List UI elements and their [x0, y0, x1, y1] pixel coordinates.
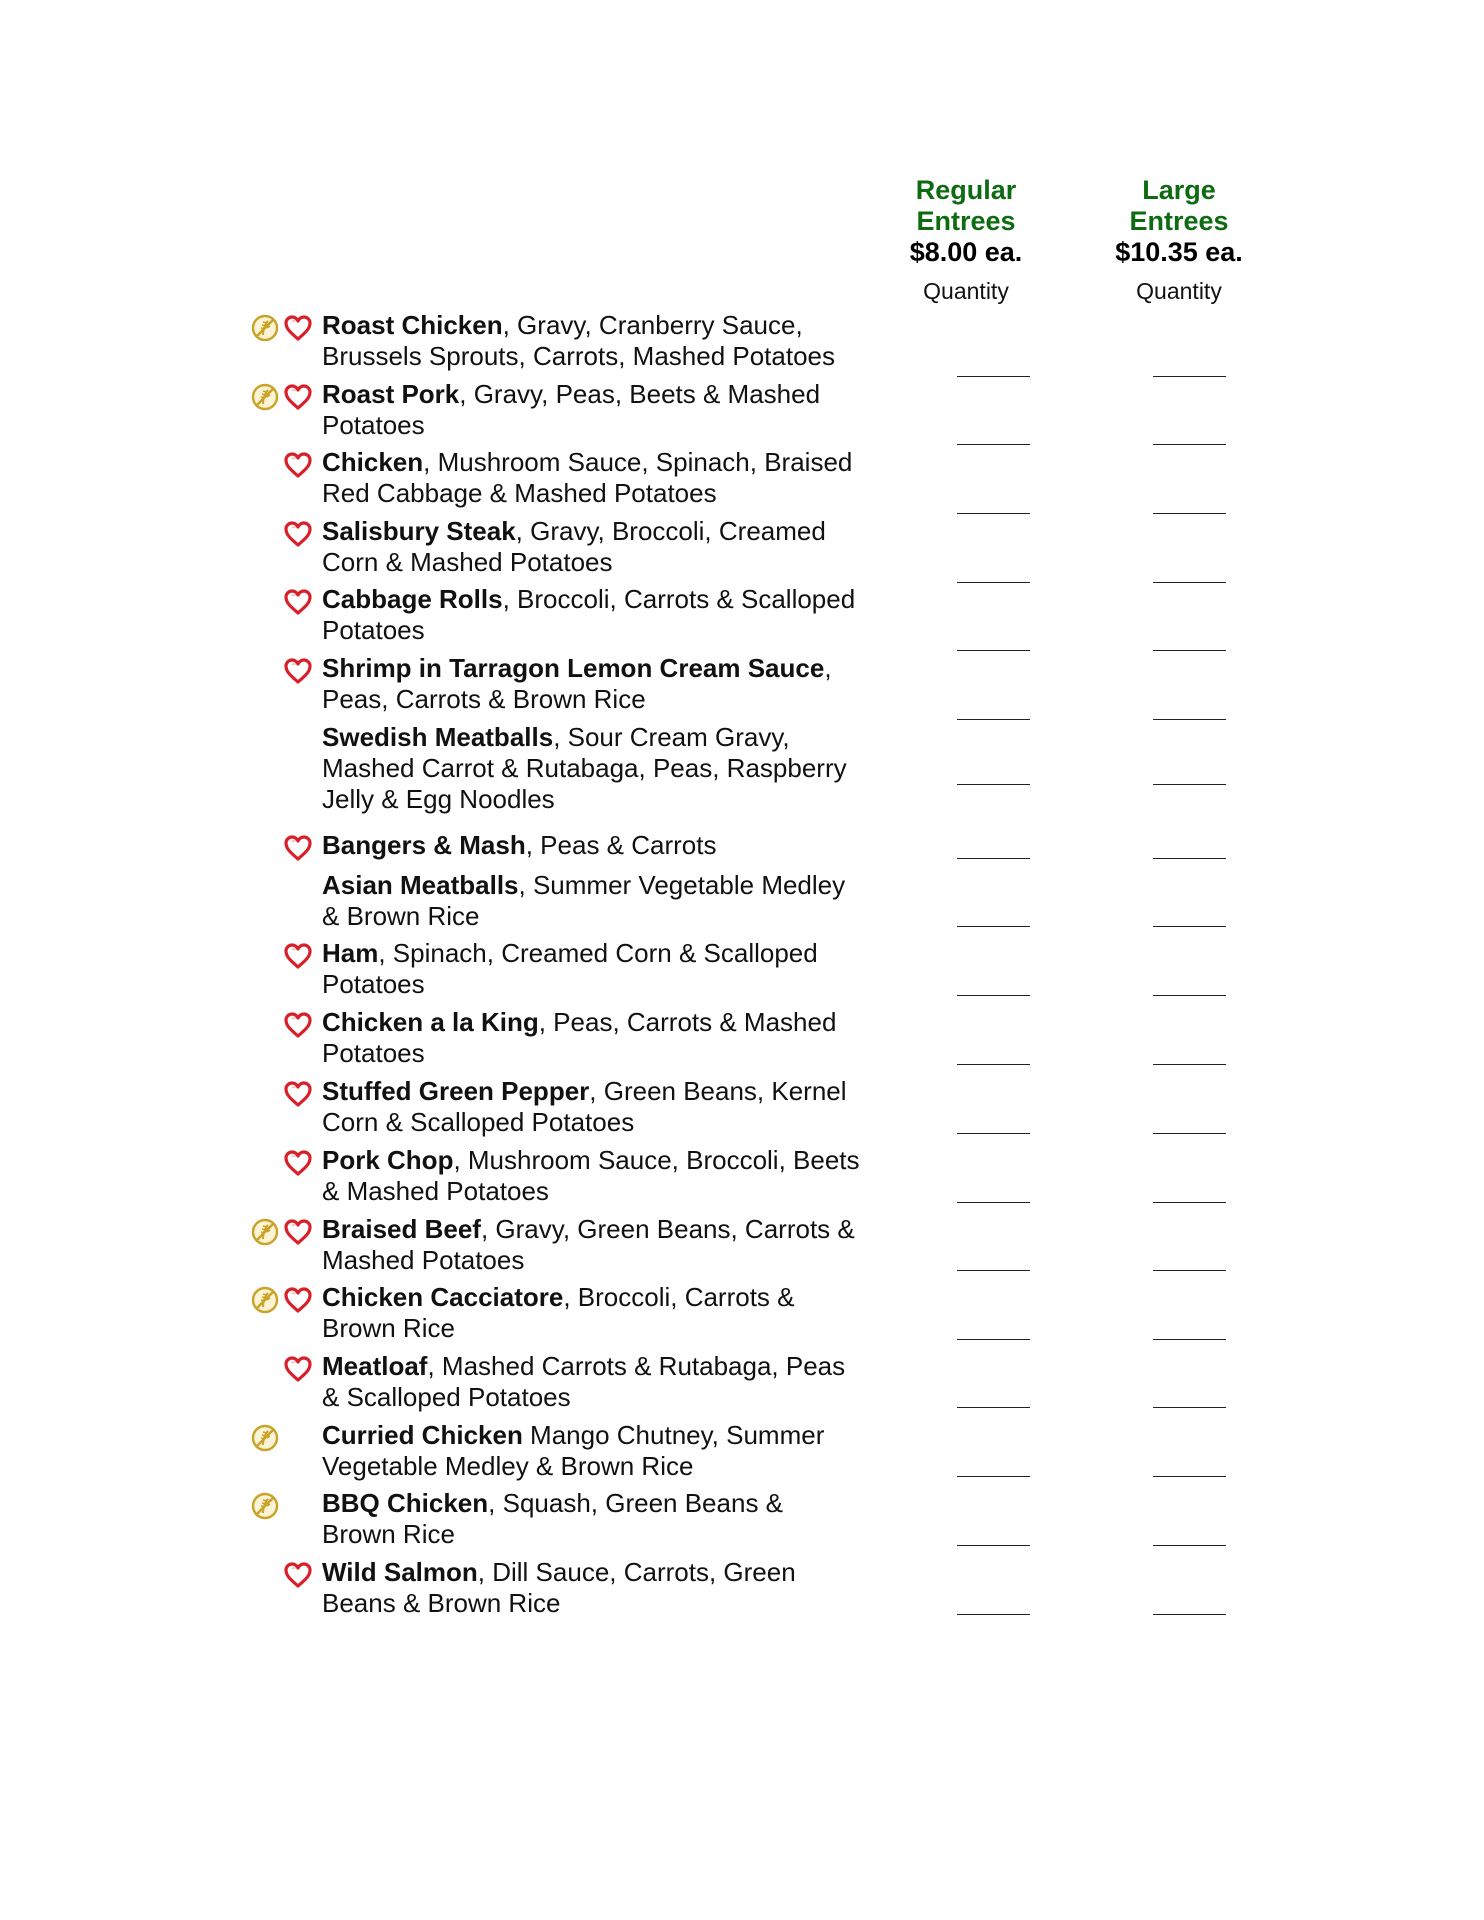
regular-quantity-input[interactable]: [957, 650, 1030, 651]
menu-item-description: [322, 1557, 862, 1619]
regular-quantity-input[interactable]: [957, 582, 1030, 583]
gluten-free-icon: [250, 1217, 280, 1247]
menu-item-description: [322, 447, 862, 509]
gluten-free-icon: [250, 313, 280, 343]
menu-item-icons: [250, 519, 316, 551]
regular-quantity-input[interactable]: [957, 1407, 1030, 1408]
menu-item-icons: [250, 941, 316, 973]
menu-item-sides: Mango Chutney, Summer Vegetable Medley & Brown Rice: [322, 1420, 825, 1481]
menu-item-description: [322, 1488, 862, 1550]
menu-item-description: [322, 870, 862, 932]
menu-item-sides: , Gravy, Peas, Beets & Mashed Potatoes: [322, 379, 821, 440]
large-entrees-price: $10.35 ea.: [1115, 237, 1243, 267]
regular-entrees-title-line1: Regular: [915, 175, 1017, 205]
menu-item-sides: , Summer Vegetable Medley & Brown Rice: [322, 870, 846, 931]
regular-quantity-input[interactable]: [957, 1476, 1030, 1477]
menu-item-description: [322, 653, 862, 715]
heart-healthy-icon: [283, 1285, 313, 1315]
heart-healthy-icon: [283, 587, 313, 617]
regular-quantity-input[interactable]: [957, 858, 1030, 859]
menu-item-name: Chicken: [322, 447, 424, 477]
menu-item-name: Meatloaf: [322, 1351, 428, 1381]
regular-quantity-input[interactable]: [957, 926, 1030, 927]
menu-item-icons: [250, 1354, 316, 1386]
heart-healthy-icon: [283, 313, 313, 343]
regular-entrees-price: $8.00 ea.: [909, 237, 1023, 267]
menu-item-sides: , Spinach, Creamed Corn & Scalloped Potatoes: [322, 938, 818, 999]
menu-item-sides: , Mushroom Sauce, Broccoli, Beets & Mashed Potatoes: [322, 1145, 860, 1206]
menu-item-icons: [250, 1285, 316, 1317]
menu-item-sides: , Gravy, Green Beans, Carrots & Mashed Potatoes: [322, 1214, 855, 1275]
menu-item-name: Cabbage Rolls: [322, 584, 503, 614]
regular-quantity-input[interactable]: [957, 1339, 1030, 1340]
regular-quantity-input[interactable]: [957, 1614, 1030, 1615]
menu-item-icons: [250, 587, 316, 619]
menu-item-name: Chicken Cacciatore: [322, 1282, 564, 1312]
menu-item-icons: [250, 873, 316, 905]
heart-healthy-icon: [283, 1148, 313, 1178]
heart-healthy-icon: [283, 1079, 313, 1109]
menu-item-description: [322, 1007, 862, 1069]
regular-quantity-input[interactable]: [957, 376, 1030, 377]
menu-item-description: [322, 516, 862, 578]
menu-item-description: [322, 1214, 862, 1276]
menu-item-name: Roast Chicken: [322, 310, 503, 340]
menu-item-sides: , Peas & Carrots: [525, 830, 717, 860]
menu-item-icons: [250, 1010, 316, 1042]
menu-item-name: Salisbury Steak: [322, 516, 516, 546]
large-quantity-input[interactable]: [1153, 1476, 1226, 1477]
large-quantity-input[interactable]: [1153, 582, 1226, 583]
menu-item-icons: [250, 1148, 316, 1180]
heart-healthy-icon: [283, 941, 313, 971]
regular-entrees-title-line2: Entrees: [916, 206, 1016, 236]
menu-item-name: Chicken a la King: [322, 1007, 539, 1037]
heart-healthy-icon: [283, 450, 313, 480]
menu-item-name: Bangers & Mash: [322, 830, 526, 860]
regular-quantity-input[interactable]: [957, 513, 1030, 514]
menu-item-name: Roast Pork: [322, 379, 460, 409]
menu-item-icons: [250, 1560, 316, 1592]
menu-item-name: Ham: [322, 938, 379, 968]
menu-item-icons: [250, 1217, 316, 1249]
menu-item-icons: [250, 656, 316, 688]
heart-healthy-icon: [283, 656, 313, 686]
menu-item-name: Pork Chop: [322, 1145, 454, 1175]
regular-quantity-input[interactable]: [957, 444, 1030, 445]
menu-item-description: [322, 1076, 862, 1138]
menu-item-description: [322, 722, 862, 815]
regular-quantity-input[interactable]: [957, 1202, 1030, 1203]
menu-item-name: Curried Chicken: [322, 1420, 523, 1450]
menu-item-description: [322, 1145, 862, 1207]
menu-item-icons: [250, 1423, 316, 1455]
heart-healthy-icon: [283, 833, 313, 863]
large-quantity-input[interactable]: [1153, 719, 1226, 720]
menu-item-icons: [250, 382, 316, 414]
large-quantity-input[interactable]: [1153, 1202, 1226, 1203]
menu-item-icons: [250, 833, 316, 865]
menu-item-icons: [250, 1491, 316, 1523]
large-quantity-input[interactable]: [1153, 1407, 1226, 1408]
large-quantity-input[interactable]: [1153, 650, 1226, 651]
large-quantity-input[interactable]: [1153, 513, 1226, 514]
large-entrees-title-line1: Large: [1142, 175, 1216, 205]
menu-item-sides: , Peas, Carrots & Brown Rice: [322, 653, 832, 714]
heart-healthy-icon: [283, 1010, 313, 1040]
menu-item-name: Wild Salmon: [322, 1557, 478, 1587]
large-quantity-input[interactable]: [1153, 926, 1226, 927]
large-quantity-input[interactable]: [1153, 1614, 1226, 1615]
menu-item-description: [322, 830, 862, 861]
menu-item-sides: , Broccoli, Carrots & Scalloped Potatoes: [322, 584, 856, 645]
menu-item-sides: , Mashed Carrots & Rutabaga, Peas & Scalloped Potatoes: [322, 1351, 846, 1412]
gluten-free-icon: [250, 1491, 280, 1521]
large-quantity-input[interactable]: [1153, 1270, 1226, 1271]
menu-item-name: Braised Beef: [322, 1214, 481, 1244]
menu-item-icons: [250, 313, 316, 345]
menu-item-sides: , Sour Cream Gravy, Mashed Carrot & Rutabaga, Peas, Raspberry Jelly & Egg Noodles: [322, 722, 847, 814]
regular-quantity-input[interactable]: [957, 1270, 1030, 1271]
large-quantity-input[interactable]: [1153, 858, 1226, 859]
gluten-free-icon: [250, 382, 280, 412]
menu-item-description: [322, 379, 862, 441]
regular-quantity-input[interactable]: [957, 719, 1030, 720]
regular-quantity-input[interactable]: [957, 784, 1030, 785]
menu-item-description: [322, 584, 862, 646]
regular-quantity-input[interactable]: [957, 1064, 1030, 1065]
large-quantity-input[interactable]: [1153, 444, 1226, 445]
heart-healthy-icon: [283, 382, 313, 412]
heart-healthy-icon: [283, 519, 313, 549]
menu-item-name: Asian Meatballs: [322, 870, 519, 900]
large-entrees-title-line2: Entrees: [1129, 206, 1229, 236]
heart-healthy-icon: [283, 1217, 313, 1247]
menu-item-description: [322, 1282, 862, 1344]
gluten-free-icon: [250, 1285, 280, 1315]
large-quantity-input[interactable]: [1153, 1064, 1226, 1065]
heart-healthy-icon: [283, 1560, 313, 1590]
menu-item-icons: [250, 725, 316, 757]
menu-item-description: [322, 1351, 862, 1413]
menu-item-sides: , Gravy, Cranberry Sauce, Brussels Sprouts, Carrots, Mashed Potatoes: [322, 310, 836, 371]
large-quantity-input[interactable]: [1153, 376, 1226, 377]
menu-item-icons: [250, 1079, 316, 1111]
large-quantity-input[interactable]: [1153, 995, 1226, 996]
large-quantity-input[interactable]: [1153, 1339, 1226, 1340]
regular-quantity-input[interactable]: [957, 1545, 1030, 1546]
large-quantity-input[interactable]: [1153, 784, 1226, 785]
menu-item-name: Swedish Meatballs: [322, 722, 554, 752]
menu-item-sides: , Squash, Green Beans & Brown Rice: [322, 1488, 784, 1549]
regular-quantity-input[interactable]: [957, 1133, 1030, 1134]
menu-item-icons: [250, 450, 316, 482]
menu-item-sides: , Dill Sauce, Carrots, Green Beans & Brown Rice: [322, 1557, 796, 1618]
regular-quantity-input[interactable]: [957, 995, 1030, 996]
menu-item-name: Stuffed Green Pepper: [322, 1076, 590, 1106]
menu-item-description: [322, 938, 862, 1000]
large-quantity-label: Quantity: [1136, 278, 1222, 304]
menu-item-sides: , Green Beans, Kernel Corn & Scalloped Potatoes: [322, 1076, 847, 1137]
large-quantity-input[interactable]: [1153, 1133, 1226, 1134]
regular-quantity-label: Quantity: [923, 278, 1009, 304]
menu-item-sides: , Peas, Carrots & Mashed Potatoes: [322, 1007, 837, 1068]
gluten-free-icon: [250, 1423, 280, 1453]
menu-item-sides: , Mushroom Sauce, Spinach, Braised Red Cabbage & Mashed Potatoes: [322, 447, 853, 508]
menu-item-name: BBQ Chicken: [322, 1488, 489, 1518]
heart-healthy-icon: [283, 1354, 313, 1384]
menu-item-description: [322, 310, 862, 372]
menu-item-description: [322, 1420, 862, 1482]
menu-item-sides: , Gravy, Broccoli, Creamed Corn & Mashed Potatoes: [322, 516, 826, 577]
large-quantity-input[interactable]: [1153, 1545, 1226, 1546]
menu-item-name: Shrimp in Tarragon Lemon Cream Sauce: [322, 653, 825, 683]
menu-item-sides: , Broccoli, Carrots & Brown Rice: [322, 1282, 795, 1343]
